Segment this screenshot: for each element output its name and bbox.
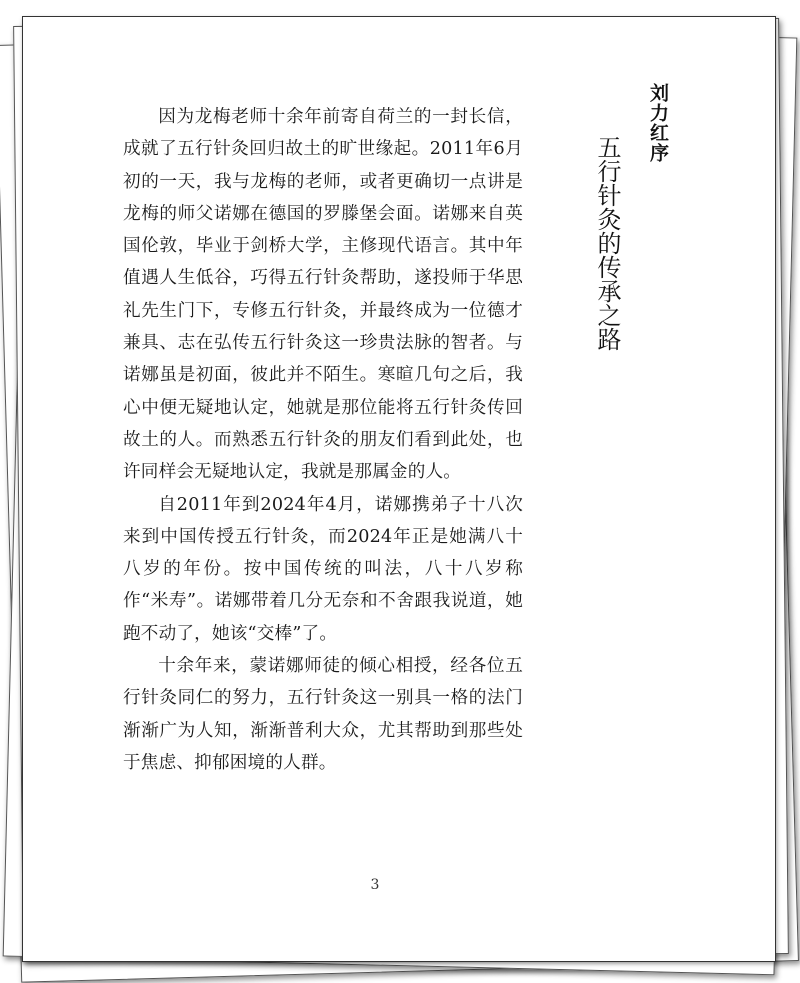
paragraph: 因为龙梅老师十余年前寄自荷兰的一封长信，成就了五行针灸回归故土的旷世缘起。2011年6月初的一天，我与龙梅的老师，或者更确切一点讲是龙梅的师父诺娜在德国的罗滕堡会面。诺娜来自英国伦敦，毕业于剑桥大学，主修现代语言。其中年值遇人生低谷，巧得五行针灸帮助，遂投师于华思礼先生门下，专修五行针灸，并最终成为一位德才兼具、志在弘传五行针灸这一珍贵法脉的智者。与诺娜虽是初面，彼此并不陌生。寒暄几句之后，我心中便无疑地认定，她就是那位能将五行针灸传回故土的人。而熟悉五行针灸的朋友们看到此处，也许同样会无疑地认定，我就是那属金的人。 bbox=[123, 107, 523, 483]
preface-title: 五行针灸的传承之路 bbox=[593, 135, 621, 351]
preface-author-label: 刘力红序 bbox=[647, 83, 669, 163]
paragraph: 十余年来，蒙诺娜师徒的倾心相授，经各位五行针灸同仁的努力，五行针灸这一别具一格的法门渐渐广为人知，渐渐普利大众，尤其帮助到那些处于焦虑、抑郁困境的人群。 bbox=[123, 656, 523, 773]
body-text bbox=[123, 101, 523, 779]
book-page bbox=[22, 16, 776, 962]
paragraph: 自2011年到2024年4月，诺娜携弟子十八次来到中国传授五行针灸，而2024年正是她满八十八岁的年份。按中国传统的叫法，八十八岁称作“米寿”。诺娜带着几分无奈和不舍跟我说道，她跑不动了，她该“交棒”了。 bbox=[123, 494, 523, 644]
page-number: 3 bbox=[370, 877, 380, 893]
